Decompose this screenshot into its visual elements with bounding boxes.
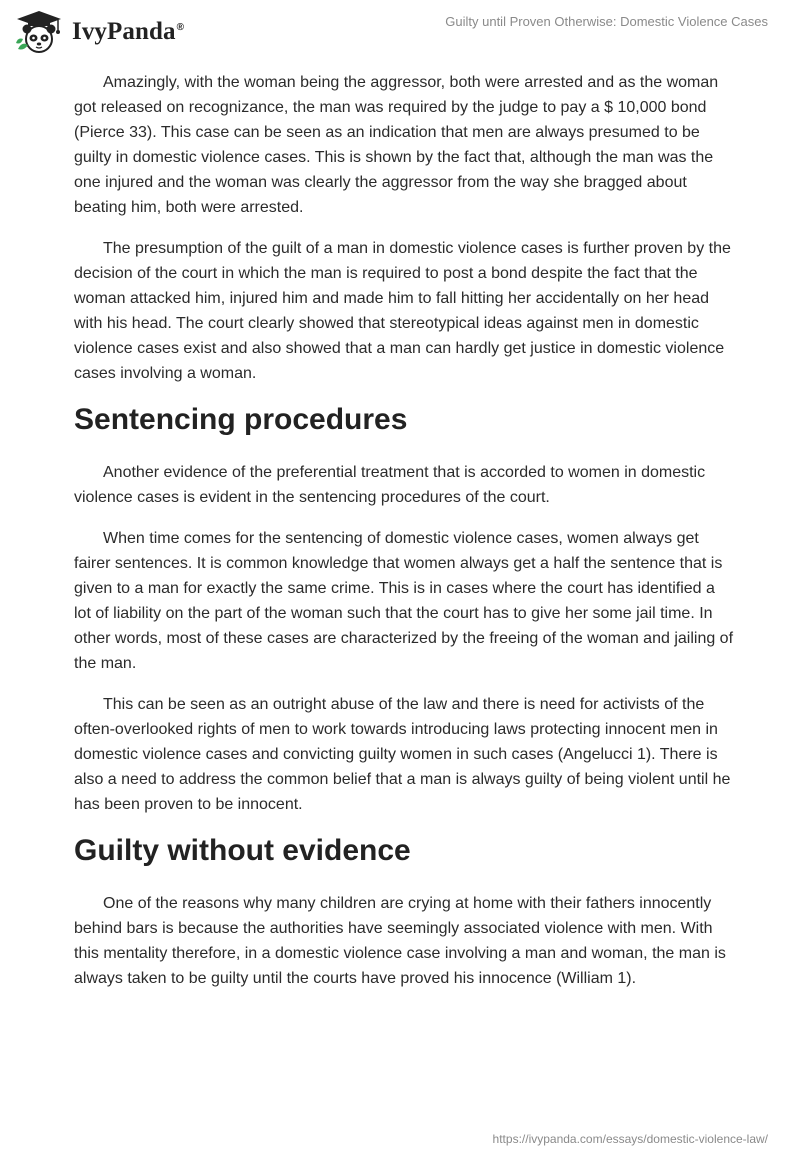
registered-mark: ® (176, 21, 185, 33)
essay-body (74, 70, 734, 1007)
paragraph: The presumption of the guilt of a man in domestic violence cases is further proven by the decision of the court in which the man is required to post a bond despite the fact that the woman attacked him, injured him and made him to fall hitting her accidentally on her head with his head. The court clearly showed that stereotypical ideas against men in domestic violence cases exist and also showed that a man can hardly get justice in domestic violence cases involving a woman. (74, 240, 731, 382)
paragraph: When time comes for the sentencing of domestic violence cases, women always get fairer sentences. It is common knowledge that women always get a half the sentence that is given to a man for exactly the same crime. This is in cases where the court has identified a lot of liability on the part of the woman such that the court has to give her some jail time. In other words, most of these cases are characterized by the freeing of the woman and jailing of the man. (74, 530, 734, 672)
paragraph: One of the reasons why many children are crying at home with their fathers innocently behind bars is because the authorities have seemingly associated violence with men. With this mentality therefore, in a domestic violence case involving a man and woman, the man is always taken to be guilty until the courts have proved his innocence (William 1). (74, 895, 726, 987)
panda-graduation-icon (14, 9, 64, 55)
paragraph: Another evidence of the preferential treatment that is accorded to women in domestic violence cases is evident in the sentencing procedures of the court. (74, 464, 706, 506)
source-url[interactable]: https://ivypanda.com/essays/domestic-violence-law/ (492, 1132, 768, 1146)
document-title: Guilty until Proven Otherwise: Domestic Violence Cases (445, 14, 768, 29)
logo-text (72, 18, 184, 46)
paragraph: Amazingly, with the woman being the aggressor, both were arrested and as the woman got released on recognizance, the man was required by the judge to pay a $ 10,000 bond (Pierce 33). This case can be seen as an indication that men are always presumed to be guilty in domestic violence cases. This is shown by the fact that, although the man was the one injured and the woman was clearly the aggressor from the way she bragged about beating him, both were arrested. (74, 74, 719, 216)
ivypanda-logo[interactable] (14, 8, 214, 56)
paragraph: This can be seen as an outright abuse of the law and there is need for activists of the often-overlooked rights of men to work towards introducing laws protecting innocent men in domestic violence cases and convicting guilty women in such cases (Angelucci 1). There is also a need to address the common belief that a man is always guilty of being violent until he has been proven to be innocent. (74, 696, 731, 813)
section-heading-guilty: Guilty without evidence (74, 834, 411, 867)
logo-name: IvyPanda (72, 18, 176, 45)
page-header (0, 0, 800, 64)
section-heading-sentencing: Sentencing procedures (74, 403, 408, 436)
